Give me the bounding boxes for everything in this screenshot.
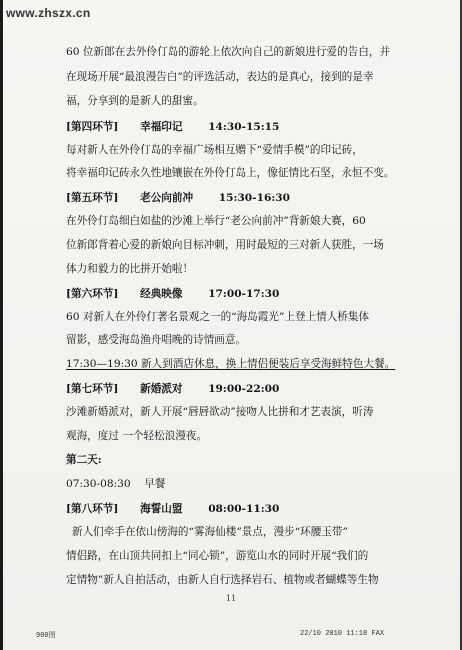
text-line: 60 对新人在外伶仃著名景观之一的“海岛霞光”上登上情人桥集体 — [66, 311, 370, 323]
section-heading-6 — [66, 286, 279, 301]
text-line: 定情物”新人自拍活动，由新人自行选择岩石、植物或者蝴蝶等生物 — [66, 574, 379, 586]
section-time: 15:30-16:30 — [218, 192, 290, 204]
section-time: 19:00-22:00 — [208, 383, 280, 395]
text-line: 每对新人在外伶仃岛的幸福广场相互赠下“爱情手模”的印记砖， — [66, 144, 363, 156]
section-time: 14:30-15:15 — [208, 121, 280, 133]
section-name: 新婚派对 — [140, 383, 183, 395]
text-line: 观海，度过 一个轻松浪漫夜。 — [66, 430, 208, 442]
text-line: 60 位新郎在去外伶仃岛的游轮上依次向自己的新娘进行爱的告白，并 — [66, 46, 391, 58]
section-time: 08:00-11:30 — [208, 503, 280, 515]
section-tag: [第八环节] — [66, 503, 119, 515]
text-line: 福，分享到的是新人的甜蜜。 — [66, 95, 204, 107]
section-name: 老公向前冲 — [140, 192, 194, 204]
fax-footer-right: 22/10 2010 11:18 FAX — [300, 630, 385, 638]
page-number: 11 — [226, 594, 237, 603]
text-line: 留影，感受海岛渔舟唱晚的诗情画意。 — [66, 334, 247, 346]
text-line: 体力和毅力的比拼开始啦！ — [66, 263, 194, 275]
section-heading-7 — [66, 381, 279, 396]
section-tag: [第七环节] — [66, 383, 119, 395]
text-line: 沙滩新婚派对，新人开展“唇唇欲动”接吻人比拼和才艺表演，听涛 — [66, 406, 374, 418]
watermark: www.zhszx.cn — [6, 6, 91, 20]
day-heading: 第二天: — [66, 454, 102, 466]
text-line: 07:30-08:30 早餐 — [66, 478, 166, 490]
scan-edge-left — [0, 0, 3, 650]
section-tag: [第六环节] — [66, 288, 119, 300]
text-line: 在外伶仃岛细白如盐的沙滩上举行“老公向前冲”背新娘大赛，60 — [66, 215, 366, 227]
text-line: 在现场开展“最浪漫告白”的评选活动，表达的是真心，接到的是幸 — [66, 71, 374, 83]
text-line: 新人们牵手在依山傍海的“雾海仙楼”景点，漫步“环腰玉带” — [72, 526, 348, 538]
section-name: 经典映像 — [140, 288, 183, 300]
section-heading-8 — [66, 501, 279, 516]
section-heading-5 — [66, 190, 290, 205]
section-time: 17:00-17:30 — [208, 288, 280, 300]
section-tag: [第五环节] — [66, 192, 119, 204]
section-name: 幸福印记 — [140, 121, 183, 133]
text-line: 将幸福印记砖永久性地镶嵌在外伶仃岛上，像征情比石坚，永恒不变。 — [66, 167, 395, 179]
section-name: 海誓山盟 — [140, 503, 183, 515]
section-tag: [第四环节] — [66, 121, 119, 133]
section-heading-4 — [66, 119, 279, 134]
fax-footer-left: 900图 — [36, 632, 56, 640]
text-line: 位新郎背着心爱的新娘向目标冲刺，用时最短的三对新人获胜，一场 — [66, 239, 384, 251]
text-line: 情侣路，在山顶共同扣上“同心锁”，游览山水的同时开展“我们的 — [66, 550, 369, 562]
text-line-underlined: 17:30—19:30 新人到酒店休息，换上情侣便装后享受海鲜特色大餐。 — [66, 358, 396, 370]
